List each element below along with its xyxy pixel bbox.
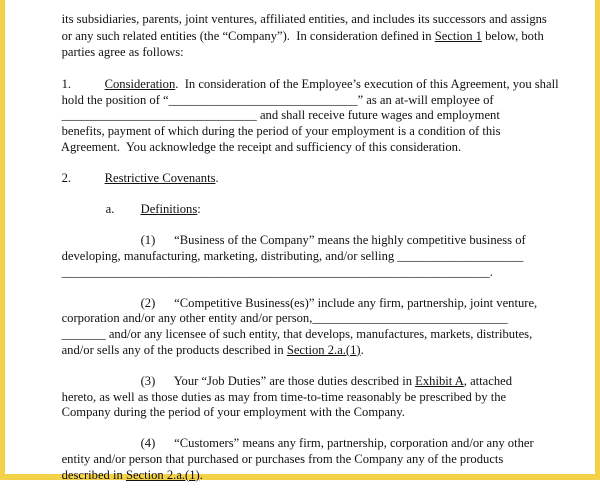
section-1-heading: Consideration <box>104 76 176 91</box>
section-2-heading-end: . <box>215 170 219 185</box>
definition-3-text-1b: , attached <box>463 373 513 388</box>
subsection-a-letter: a. <box>105 201 115 216</box>
definition-2-text-2: corporation and/or any other entity and/or person,_______________________________ <box>61 310 508 325</box>
definition-3-text-3: Company during the period of your employment with the Company. <box>61 404 405 419</box>
section-2-line <box>49 155 71 202</box>
definition-1-blank-line: ____________________________________________________________________. <box>61 264 493 279</box>
subsection-a-letter-line <box>93 186 114 233</box>
section-1-text-4: benefits, payment of which during the period of your employment is a condition of this <box>61 123 501 138</box>
intro-text-3: parties agree as follows: <box>61 44 184 59</box>
definition-4-text-3a: described in <box>61 467 126 482</box>
section-1-text-1: . In consideration of the Employee’s execution of this Agreement, you shall <box>175 76 559 91</box>
section-2a1-link-2[interactable]: Section 2.a.(1) <box>125 467 200 482</box>
section-1-text-5: Agreement. You acknowledge the receipt and sufficiency of this consideration. <box>60 139 462 154</box>
definition-2-text-1: (2) “Competitive Business(es)” include any firm, partnership, joint venture, <box>140 295 538 310</box>
definition-2-text-3: _______ and/or any licensee of such entity, that develops, manufactures, markets, distributes, <box>61 326 533 341</box>
definition-1-text-1: (1) “Business of the Company” means the highly competitive business of <box>140 232 526 247</box>
definition-3-text-1a: (3) Your “Job Duties” are those duties described in <box>140 373 416 388</box>
definitions-heading: Definitions <box>140 201 198 216</box>
employer-blank-line: _______________________________ and shall receive future wages and employment <box>61 107 500 122</box>
section-2-heading: Restrictive Covenants <box>104 170 216 185</box>
position-blank-line: hold the position of “______________________________” as an at-will employee of <box>61 92 494 107</box>
definition-4-text-1: (4) “Customers” means any firm, partnership, corporation and/or any other <box>140 435 534 450</box>
definition-4-text-2: entity and/or person that purchased or purchases from the Company any of the products <box>61 451 504 466</box>
definition-4-text-3b: . <box>199 467 203 482</box>
intro-text-2a: or any such related entities (the “Company”). In consideration defined in <box>61 28 435 43</box>
section-1-link[interactable]: Section 1 <box>434 28 482 43</box>
definition-4-line-3 <box>49 452 203 499</box>
definition-2-text-4b: . <box>360 342 364 357</box>
exhibit-a-link[interactable]: Exhibit A <box>415 373 464 388</box>
section-2a1-link[interactable]: Section 2.a.(1) <box>286 342 361 357</box>
definition-3-text-2: hereto, as well as those duties as may from time-to-time reasonably be prescribed by the <box>61 389 507 404</box>
section-2-number: 2. <box>61 170 72 185</box>
definitions-heading-end: : <box>197 201 201 216</box>
definition-1-text-2: developing, manufacturing, marketing, distributing, and/or selling ____________________ <box>61 248 524 263</box>
definition-2-text-4a: and/or sells any of the products described in <box>61 342 287 357</box>
intro-text-1: its subsidiaries, parents, joint ventures, affiliated entities, and includes its successors and assigns <box>61 11 547 26</box>
section-1-number: 1. <box>61 76 72 91</box>
intro-text-2b: below, both <box>481 28 544 43</box>
